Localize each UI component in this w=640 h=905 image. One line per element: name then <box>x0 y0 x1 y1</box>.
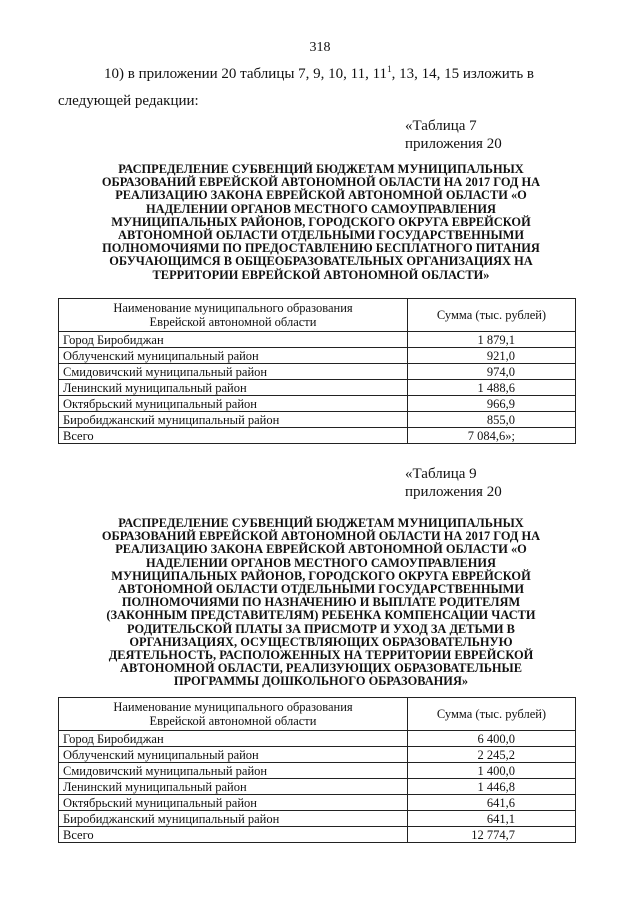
table9-heading-line: РЕАЛИЗАЦИЮ ЗАКОНА ЕВРЕЙСКОЙ АВТОНОМНОЙ ОБЛАСТИ «О <box>115 542 527 557</box>
table7-row-sum: 1 488,6 <box>408 380 576 396</box>
table7-row-sum: 1 879,1 <box>408 332 576 348</box>
table9-col-sum-header: Сумма (тыс. рублей) <box>408 698 576 731</box>
table9-heading-line: АВТОНОМНОЙ ОБЛАСТИ, РЕАЛИЗУЮЩИХ ОБРАЗОВАТЕЛЬНЫЕ <box>120 661 522 676</box>
table9-heading-line: ДЕЯТЕЛЬНОСТЬ, РАСПОЛОЖЕННЫХ НА ТЕРРИТОРИИ ЕВРЕЙСКОЙ <box>108 648 534 663</box>
table7 <box>58 298 576 444</box>
table-row-total <box>59 827 576 843</box>
table-row <box>59 763 576 779</box>
table7-heading-line: НАДЕЛЕНИИ ОРГАНОВ МЕСТНОГО САМОУПРАВЛЕНИЯ <box>146 201 496 216</box>
table7-row-sum: 966,9 <box>408 396 576 412</box>
table7-row-name: Биробиджанский муниципальный район <box>59 412 408 428</box>
table7-caption-line2: приложения 20 <box>405 136 502 152</box>
table7-row-sum: 855,0 <box>408 412 576 428</box>
table9-heading-line: ПРОГРАММЫ ДОШКОЛЬНОГО ОБРАЗОВАНИЯ» <box>173 674 469 689</box>
table9-total-sum: 12 774,7 <box>408 827 576 843</box>
table7-row-sum: 921,0 <box>408 348 576 364</box>
table9-row-sum: 1 400,0 <box>408 763 576 779</box>
table9-heading-line: ПОЛНОМОЧИЯМИ ПО НАЗНАЧЕНИЮ И ВЫПЛАТЕ РОДИТЕЛЯМ <box>121 595 521 610</box>
intro-line-2: следующей редакции: <box>58 93 199 109</box>
table9-heading-line: РОДИТЕЛЬСКОЙ ПЛАТЫ ЗА ПРИСМОТР И УХОД ЗА ДЕТЬМИ В <box>127 621 515 636</box>
table9-row-sum: 641,1 <box>408 811 576 827</box>
table9-heading-line: АВТОНОМНОЙ ОБЛАСТИ ОТДЕЛЬНЫМИ ГОСУДАРСТВЕННЫМИ <box>118 582 524 597</box>
table-row <box>59 396 576 412</box>
table9-row-name: Биробиджанский муниципальный район <box>59 811 408 827</box>
table7-col-name-line1: Наименование муниципального образования <box>113 301 353 315</box>
table7-caption <box>405 117 502 153</box>
intro-text-after: , 13, 14, 15 изложить в <box>391 66 534 82</box>
table7-heading-line: РАСПРЕДЕЛЕНИЕ СУБВЕНЦИЙ БЮДЖЕТАМ МУНИЦИПАЛЬНЫХ <box>118 162 524 176</box>
table-row <box>59 731 576 747</box>
intro-line-1 <box>58 64 578 83</box>
table9-header-row <box>59 698 576 731</box>
table7-col-sum-header: Сумма (тыс. рублей) <box>408 299 576 332</box>
table7-col-name-line2: Еврейской автономной области <box>149 315 317 329</box>
table9-row-sum: 2 245,2 <box>408 747 576 763</box>
table9-total-label: Всего <box>59 827 408 843</box>
table7-col-name-header <box>59 299 408 332</box>
table7-heading-line: ТЕРРИТОРИИ ЕВРЕЙСКОЙ АВТОНОМНОЙ ОБЛАСТИ» <box>152 267 490 282</box>
table7-heading-line: АВТОНОМНОЙ ОБЛАСТИ ОТДЕЛЬНЫМИ ГОСУДАРСТВЕННЫМИ <box>118 228 524 243</box>
table9-col-name-line1: Наименование муниципального образования <box>113 700 353 714</box>
table7-row-name: Октябрьский муниципальный район <box>59 396 408 412</box>
table-row <box>59 380 576 396</box>
table9-heading-line: МУНИЦИПАЛЬНЫХ РАЙОНОВ, ГОРОДСКОГО ОКРУГА ЕВРЕЙСКОЙ <box>111 568 531 583</box>
table7-heading-line: МУНИЦИПАЛЬНЫХ РАЙОНОВ, ГОРОДСКОГО ОКРУГА ЕВРЕЙСКОЙ <box>111 214 531 229</box>
table-row <box>59 795 576 811</box>
table7-heading-line: ОБРАЗОВАНИЙ ЕВРЕЙСКОЙ АВТОНОМНОЙ ОБЛАСТИ НА 2017 ГОД НА <box>101 175 541 190</box>
table9-heading-line: (ЗАКОННЫМ ПРЕДСТАВИТЕЛЯМ) РЕБЕНКА КОМПЕНСАЦИИ ЧАСТИ <box>106 608 536 623</box>
table7-row-name: Город Биробиджан <box>59 332 408 348</box>
table7-header-row <box>59 299 576 332</box>
table7-row-name: Смидовичский муниципальный район <box>59 364 408 380</box>
table7-row-name: Ленинский муниципальный район <box>59 380 408 396</box>
table-row <box>59 811 576 827</box>
table9-col-name-line2: Еврейской автономной области <box>149 714 317 728</box>
table-row <box>59 348 576 364</box>
table7-heading-line: ПОЛНОМОЧИЯМИ ПО ПРЕДОСТАВЛЕНИЮ БЕСПЛАТНОГО ПИТАНИЯ <box>102 241 540 256</box>
table7-heading-line: ОБУЧАЮЩИМСЯ В ОБЩЕОБРАЗОВАТЕЛЬНЫХ ОРГАНИЗАЦИЯХ НА <box>109 254 533 269</box>
table9-row-sum: 6 400,0 <box>408 731 576 747</box>
table9-row-sum: 1 446,8 <box>408 779 576 795</box>
table7-row-sum: 974,0 <box>408 364 576 380</box>
table-row <box>59 747 576 763</box>
table9-row-name: Город Биробиджан <box>59 731 408 747</box>
table7-total-label: Всего <box>59 428 408 444</box>
table-row <box>59 412 576 428</box>
table9-heading-line: НАДЕЛЕНИИ ОРГАНОВ МЕСТНОГО САМОУПРАВЛЕНИЯ <box>146 555 496 570</box>
table9-row-name: Октябрьский муниципальный район <box>59 795 408 811</box>
table9-caption-line2: приложения 20 <box>405 484 502 500</box>
table-row <box>59 332 576 348</box>
intro-superscript: 1 <box>387 64 392 74</box>
table-row <box>59 779 576 795</box>
table7-heading-line: РЕАЛИЗАЦИЮ ЗАКОНА ЕВРЕЙСКОЙ АВТОНОМНОЙ ОБЛАСТИ «О <box>115 188 527 203</box>
table9-heading <box>68 517 574 689</box>
table9-col-name-header <box>59 698 408 731</box>
table9 <box>58 697 576 843</box>
table7-row-name: Облученский муниципальный район <box>59 348 408 364</box>
intro-text-before: 10) в приложении 20 таблицы 7, 9, 10, 11, 11 <box>104 66 388 82</box>
table9-heading-line: РАСПРЕДЕЛЕНИЕ СУБВЕНЦИЙ БЮДЖЕТАМ МУНИЦИПАЛЬНЫХ <box>118 516 524 530</box>
table9-row-name: Облученский муниципальный район <box>59 747 408 763</box>
table9-row-sum: 641,6 <box>408 795 576 811</box>
table-row-total <box>59 428 576 444</box>
table9-row-name: Смидовичский муниципальный район <box>59 763 408 779</box>
page-number: 318 <box>309 40 331 55</box>
table9-heading-line: ОБРАЗОВАНИЙ ЕВРЕЙСКОЙ АВТОНОМНОЙ ОБЛАСТИ НА 2017 ГОД НА <box>101 529 541 544</box>
table9-caption-line1: «Таблица 9 <box>405 466 477 482</box>
table9-row-name: Ленинский муниципальный район <box>59 779 408 795</box>
table7-heading <box>68 163 574 282</box>
table7-caption-line1: «Таблица 7 <box>405 118 477 134</box>
table9-caption <box>405 465 502 501</box>
table7-total-sum: 7 084,6»; <box>408 428 576 444</box>
table9-heading-line: ОРГАНИЗАЦИЯХ, ОСУЩЕСТВЛЯЮЩИХ ОБРАЗОВАТЕЛЬНУЮ <box>129 634 513 649</box>
table-row <box>59 364 576 380</box>
